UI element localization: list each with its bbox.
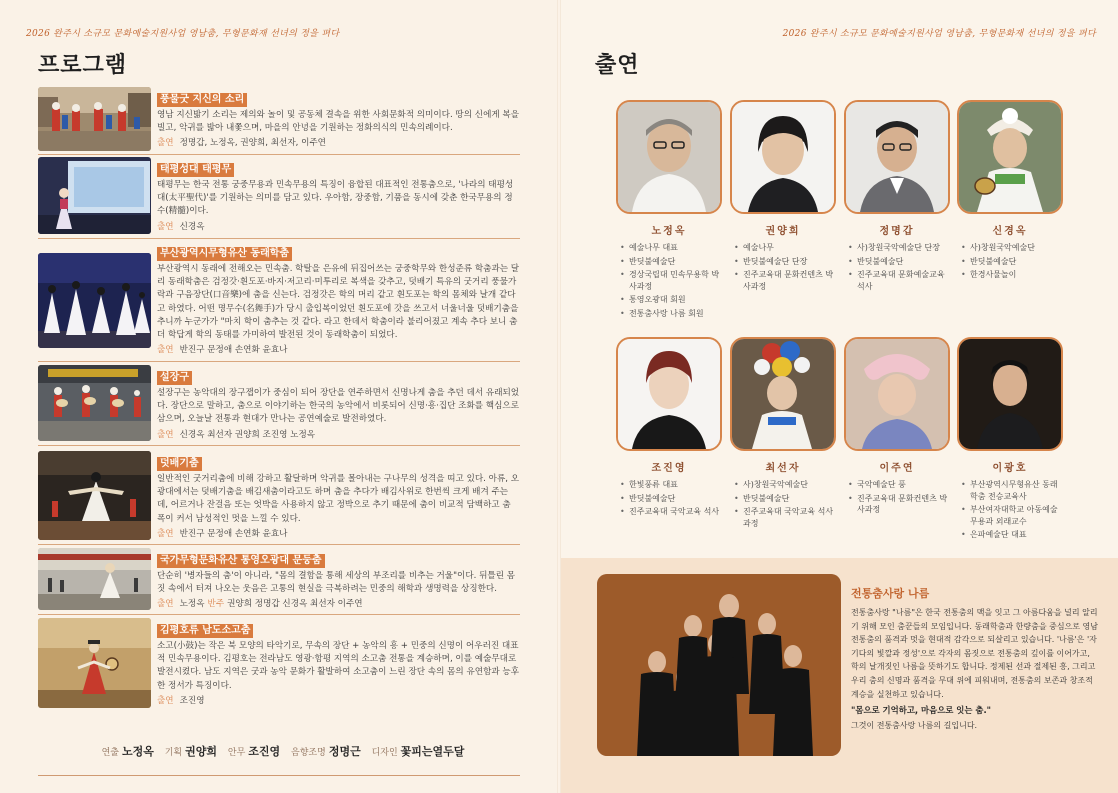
role-item: • 사)창원국악예술단 bbox=[961, 242, 1063, 254]
program-photo bbox=[38, 157, 151, 234]
role-item: • 한경사물놀이 bbox=[961, 269, 1063, 281]
program-section-title: 프로그램 bbox=[38, 52, 128, 78]
role-item: • 반딧불예술단 bbox=[734, 493, 836, 505]
taepyeongmu-photo-icon bbox=[38, 157, 151, 234]
performer-photo bbox=[957, 337, 1063, 451]
role-item: • 진주교육대 문화컨텐츠 박사과정 bbox=[848, 493, 950, 516]
program-text bbox=[157, 241, 520, 357]
program-photo bbox=[38, 451, 151, 540]
performer-name: 정명갑 bbox=[879, 226, 915, 237]
cast-names: 반진구 문정애 손연화 윤효나 bbox=[179, 345, 288, 356]
troupe-description-block bbox=[851, 585, 1099, 731]
cast-names: 신경옥 최선자 권양희 조진영 노정옥 bbox=[179, 429, 316, 440]
program-description: 영남 지신밟기 소리는 제의와 놀이 및 공동체 결속을 위한 사회문화적 의미이다. 땅의 신에게 복을 빌고, 악귀를 밟아 내쫓으며, 마을의 안녕을 기원하는 정화의식의 민속의례이다. bbox=[157, 110, 520, 134]
performer-name: 최선자 bbox=[765, 463, 801, 474]
program-cast bbox=[157, 528, 520, 541]
role-item: • 반딧불예술단 bbox=[620, 256, 722, 268]
credit-name: 정명근 bbox=[328, 745, 361, 758]
role-item: • 통영오광대 회원 bbox=[620, 294, 722, 306]
performer-roles bbox=[616, 479, 722, 518]
program-item bbox=[38, 87, 520, 151]
performer-card bbox=[616, 100, 722, 321]
troupe-group-photo bbox=[597, 574, 841, 756]
cast-label: 출연 bbox=[157, 599, 174, 610]
program-text bbox=[157, 157, 520, 234]
role-item: • 경상국립대 민속무용학 박사과정 bbox=[620, 269, 722, 292]
credit-name: 노정옥 bbox=[121, 745, 154, 758]
credit-label: 기획 bbox=[164, 748, 183, 758]
credit-label: 음향조명 bbox=[291, 748, 326, 758]
program-item bbox=[38, 241, 520, 358]
performer-name: 권양희 bbox=[765, 226, 801, 237]
role-item: • 반딧불예술단 bbox=[961, 256, 1063, 268]
role-item: • 진주교육대 문화컨텐츠 박사과정 bbox=[734, 269, 836, 292]
performer-card bbox=[844, 100, 950, 294]
divider bbox=[38, 238, 520, 239]
cast-accompaniment-label: 반주 bbox=[207, 599, 225, 610]
role-item: • 사)창원국악예술단 bbox=[734, 479, 836, 491]
right-page bbox=[559, 0, 1118, 793]
cast-label: 출연 bbox=[157, 429, 174, 440]
performer-photo bbox=[844, 100, 950, 214]
credit-label: 안무 bbox=[227, 748, 246, 758]
program-cast bbox=[157, 137, 520, 150]
credits-divider bbox=[38, 775, 520, 776]
role-item: • 반딧불예술단 단장 bbox=[734, 256, 836, 268]
dongnae-crane-dance-photo-icon bbox=[38, 253, 151, 348]
role-item: • 진주교육대 국악교육 석사과정 bbox=[734, 506, 836, 529]
portrait-icon bbox=[618, 339, 720, 449]
performer-roles bbox=[844, 242, 950, 292]
program-title: 설장구 bbox=[157, 371, 192, 385]
divider bbox=[38, 361, 520, 362]
sogo-dance-photo-icon bbox=[38, 618, 151, 708]
performer-photo bbox=[730, 100, 836, 214]
program-text bbox=[157, 451, 520, 541]
divider bbox=[38, 544, 520, 545]
program-text bbox=[157, 548, 520, 611]
credit-name: 꽃피는열두달 bbox=[400, 745, 465, 758]
program-description: 일반적인 굿거리춤에 비해 강하고 활달하며 악귀를 몰아내는 구나무의 성격을 띠고 있다. 아류, 오광대에서는 덧배기춤을 배김새춤이라고도 하며 춤을 추다가 배김사위로 한번씩 크게 배겨 주는 데, 어르거나 잔걸음 또는 엇박을 사용하지 않고 정박으로 추기 때문에 춤이 비교적 담백하고 춤 폭이 커서 남성적인 멋을 느낄 수 있다. bbox=[157, 474, 520, 524]
portrait-icon bbox=[846, 339, 948, 449]
role-item: • 반딧불예술단 bbox=[620, 493, 722, 505]
program-title: 태평성대 태평무 bbox=[157, 163, 234, 177]
program-photo bbox=[38, 253, 151, 348]
role-item: • 반딧불예술단 bbox=[848, 256, 950, 268]
program-title: 김평호류 남도소고춤 bbox=[157, 624, 253, 638]
program-description: 소고(小鼓)는 작은 북 모양의 타악기로, 무속의 장단 + 농악의 흥 + 민중의 신명이 어우러진 대표적 민속무용이다. 김평호는 전라남도 영광·함평 지역의 소고춤 전통을 계승하며, 이를 예술무대로 발전시켰다. 남도 지역은 굿과 농악 문화가 활발하여 소고춤이 느린 장단 속의 몸의 유연함과 능후한 정서가 특징이다. bbox=[157, 641, 520, 691]
cast-names: 신경옥 bbox=[179, 221, 205, 232]
cast-label: 출연 bbox=[157, 528, 174, 539]
performer-card bbox=[957, 337, 1063, 543]
program-photo bbox=[38, 548, 151, 610]
credit-name: 권양희 bbox=[185, 745, 217, 758]
program-photo bbox=[38, 618, 151, 708]
portrait-icon bbox=[959, 339, 1061, 449]
performer-photo bbox=[616, 337, 722, 451]
program-text bbox=[157, 618, 520, 708]
cast-label: 출연 bbox=[157, 695, 174, 706]
cast-names-main: 노정옥 bbox=[179, 599, 205, 610]
performer-name: 노정옥 bbox=[651, 226, 687, 237]
troupe-description: 전통춤사랑 "나름"은 한국 전통춤의 맥을 잇고 그 아름다움을 널리 알리기 위해 모인 춤꾼들의 모임입니다. 동래학춤과 한량춤을 중심으로 영남 전통춤의 품격과 멋을 현대적 감각으로 되살리고 있습니다. '나름'은 '자기다의 빛깔과 정성'으로 각자의 몸짓으로 전통춤의 깊이를 이어가고, 학의 날개짓인 나름을 뜻하기도 합니다. 정제된 선과 절제된 흥, 그리고 우리 춤의 신명과 품격을 무대 위에 피워내며, 전통춤의 보존과 창조적 계승을 실천하고 있습니다. bbox=[851, 608, 1098, 699]
divider bbox=[38, 154, 520, 155]
running-header-right: 2026 완주시 소규모 문화예술지원사업 영남춤, 무형문화재 선녀의 정을 펴다 bbox=[782, 29, 1096, 39]
program-item bbox=[38, 618, 520, 710]
portrait-icon bbox=[732, 102, 834, 212]
cast-label: 출연 bbox=[157, 138, 174, 149]
role-item: • 부산광역시무형유산 동래학춤 전승교육사 bbox=[961, 479, 1063, 502]
performer-card bbox=[844, 337, 950, 518]
role-item: • 예술나무 대표 bbox=[620, 242, 722, 254]
performer-roles bbox=[616, 242, 722, 319]
program-item bbox=[38, 451, 520, 541]
divider bbox=[38, 614, 520, 615]
program-item bbox=[38, 157, 520, 235]
program-title: 국가무형문화유산 통영오광대 문둥춤 bbox=[157, 554, 325, 568]
program-description: 설장구는 농악대의 장구잽이가 중심이 되어 장단을 연주하면서 신명나게 춤을 추던 데서 유래되었다. 장단으로 말하고, 춤으로 이야기하는 한국의 농악에서 비롯되어 신명·흥·집단 조화를 핵심으로 삼으며, 오늘날 전통과 현대가 만나는 공연예술로 발전하였다. bbox=[157, 388, 520, 425]
performer-photo bbox=[730, 337, 836, 451]
program-text bbox=[157, 365, 520, 442]
performer-roles bbox=[844, 479, 950, 516]
role-item: • 은파예술단 대표 bbox=[961, 529, 1063, 541]
performers-section-title: 출연 bbox=[595, 52, 640, 78]
cast-names: 반진구 문정애 손연화 윤효나 bbox=[179, 528, 288, 539]
program-item bbox=[38, 548, 520, 611]
cast-names-accompaniment: 권양희 정명갑 신경옥 최선자 이주연 bbox=[227, 599, 363, 610]
performer-name: 이주연 bbox=[879, 463, 915, 474]
divider bbox=[38, 445, 520, 446]
credit-label: 연출 bbox=[101, 748, 119, 758]
running-header-left: 2026 완주시 소규모 문화예술지원사업 영남춤, 무형문화재 선녀의 정을 펴다 bbox=[26, 29, 340, 39]
production-credits bbox=[38, 743, 520, 759]
portrait-icon bbox=[732, 339, 834, 449]
deotbaegi-photo-icon bbox=[38, 451, 151, 540]
program-cast bbox=[157, 598, 520, 611]
troupe-closing: 그것이 전통춤사랑 나름의 길입니다. bbox=[851, 721, 978, 731]
program-title: 덧배기춤 bbox=[157, 457, 202, 471]
performer-name: 조진영 bbox=[651, 463, 687, 474]
performer-card bbox=[730, 337, 836, 531]
role-item: • 사)창원국악예술단 단장 bbox=[848, 242, 950, 254]
performer-name: 신경옥 bbox=[992, 226, 1028, 237]
program-title: 풍물굿 지신의 소리 bbox=[157, 93, 247, 107]
performer-card bbox=[957, 100, 1063, 283]
cast-names: 조진영 bbox=[179, 695, 205, 706]
program-title: 부산광역시무형유산 동래학춤 bbox=[157, 247, 292, 261]
performer-card bbox=[730, 100, 836, 294]
cast-label: 출연 bbox=[157, 221, 174, 232]
program-description: 태평무는 한국 전통 궁중무용과 민속무용의 특징이 융합된 대표적인 전통춤으로, '나라의 태평성대(太平聖代)'를 기원하는 의미를 담고 있다. 우아함, 장중함, 기품을 동시에 갖춘 한국무용의 정수(精髓)이다. bbox=[157, 180, 514, 217]
program-text bbox=[157, 87, 520, 150]
seoljanggu-photo-icon bbox=[38, 365, 151, 441]
credit-name: 조진영 bbox=[248, 745, 281, 758]
performer-roles bbox=[730, 479, 836, 529]
role-item: • 국악예술단 풍 bbox=[848, 479, 950, 491]
role-item: • 진주교육대 문화예술교육 석사 bbox=[848, 269, 950, 292]
role-item: • 전통춤사랑 나름 회원 bbox=[620, 308, 722, 320]
performer-card bbox=[616, 337, 722, 520]
role-item: • 한빛풍류 대표 bbox=[620, 479, 722, 491]
performer-name: 이광호 bbox=[992, 463, 1028, 474]
troupe-title: 전통춤사랑 나름 bbox=[851, 587, 930, 600]
program-description: 단순히 '병자들의 춤'이 아니라, "몸의 결함을 통해 세상의 부조리를 비추는 거울"이다. 뒤틀린 몸짓 속에서 터져 나오는 웃음은 고통의 현실을 극복하려는 민중의 해학과 생명력을 상징한다. bbox=[157, 571, 516, 595]
program-photo bbox=[38, 87, 151, 151]
pungmul-photo-icon bbox=[38, 87, 151, 151]
portrait-icon bbox=[959, 102, 1061, 212]
program-description: 부산광역시 동래에 전해오는 민속춤. 학탈을 은유에 뒤집어쓰는 궁중학무와 한성준류 학춤과는 달리 동래학춤은 검정갓·흰도포·바지·저고리·미투리로 복색을 갖추고, 덧배기 특유의 굿거리 풍물가락과 구음장단(口音樂)에 춤을 신는다. 검정갓은 학의 머리 같고 흰도포는 학의 몸체와 날개 같다고 하였다. 어떤 명무수(名舞手)가 당시 출입복이었던 흰도포에 갓을 쓰고서 너울너울 덧배기춤을 추니까 누군가가 "마치 학이 춤추는 것 같다. 라고 한데서 학춤이라 불리어졌고 계속 추다 보니 춤 더 학답게 학의 동태를 가미하여 발전된 것이 동래학춤이 되었다. bbox=[157, 264, 520, 341]
tongyeong-ogwangdae-photo-icon bbox=[38, 548, 151, 610]
program-cast bbox=[157, 695, 520, 708]
portrait-icon bbox=[846, 102, 948, 212]
performer-roles bbox=[957, 479, 1063, 541]
program-cast bbox=[157, 221, 520, 234]
program-cast bbox=[157, 429, 520, 442]
page-gutter bbox=[557, 0, 561, 793]
performer-photo bbox=[844, 337, 950, 451]
portrait-icon bbox=[618, 102, 720, 212]
role-item: • 부산여자대학교 아동예술 무용과 외래교수 bbox=[961, 504, 1063, 527]
performer-photo bbox=[957, 100, 1063, 214]
program-item bbox=[38, 365, 520, 442]
performer-photo bbox=[616, 100, 722, 214]
role-item: • 예술나무 bbox=[734, 242, 836, 254]
program-cast bbox=[157, 344, 520, 357]
cast-names: 정명갑, 노정옥, 권양희, 최선자, 이주연 bbox=[179, 138, 326, 149]
group-photo-icon bbox=[597, 574, 841, 756]
cast-label: 출연 bbox=[157, 345, 174, 356]
credit-label: 디자인 bbox=[371, 748, 398, 758]
program-photo bbox=[38, 365, 151, 441]
troupe-quote: "몸으로 기억하고, 마음으로 잇는 춤." bbox=[851, 705, 992, 716]
performer-roles bbox=[730, 242, 836, 292]
role-item: • 진주교육대 국악교육 석사 bbox=[620, 506, 722, 518]
performer-roles bbox=[957, 242, 1063, 281]
